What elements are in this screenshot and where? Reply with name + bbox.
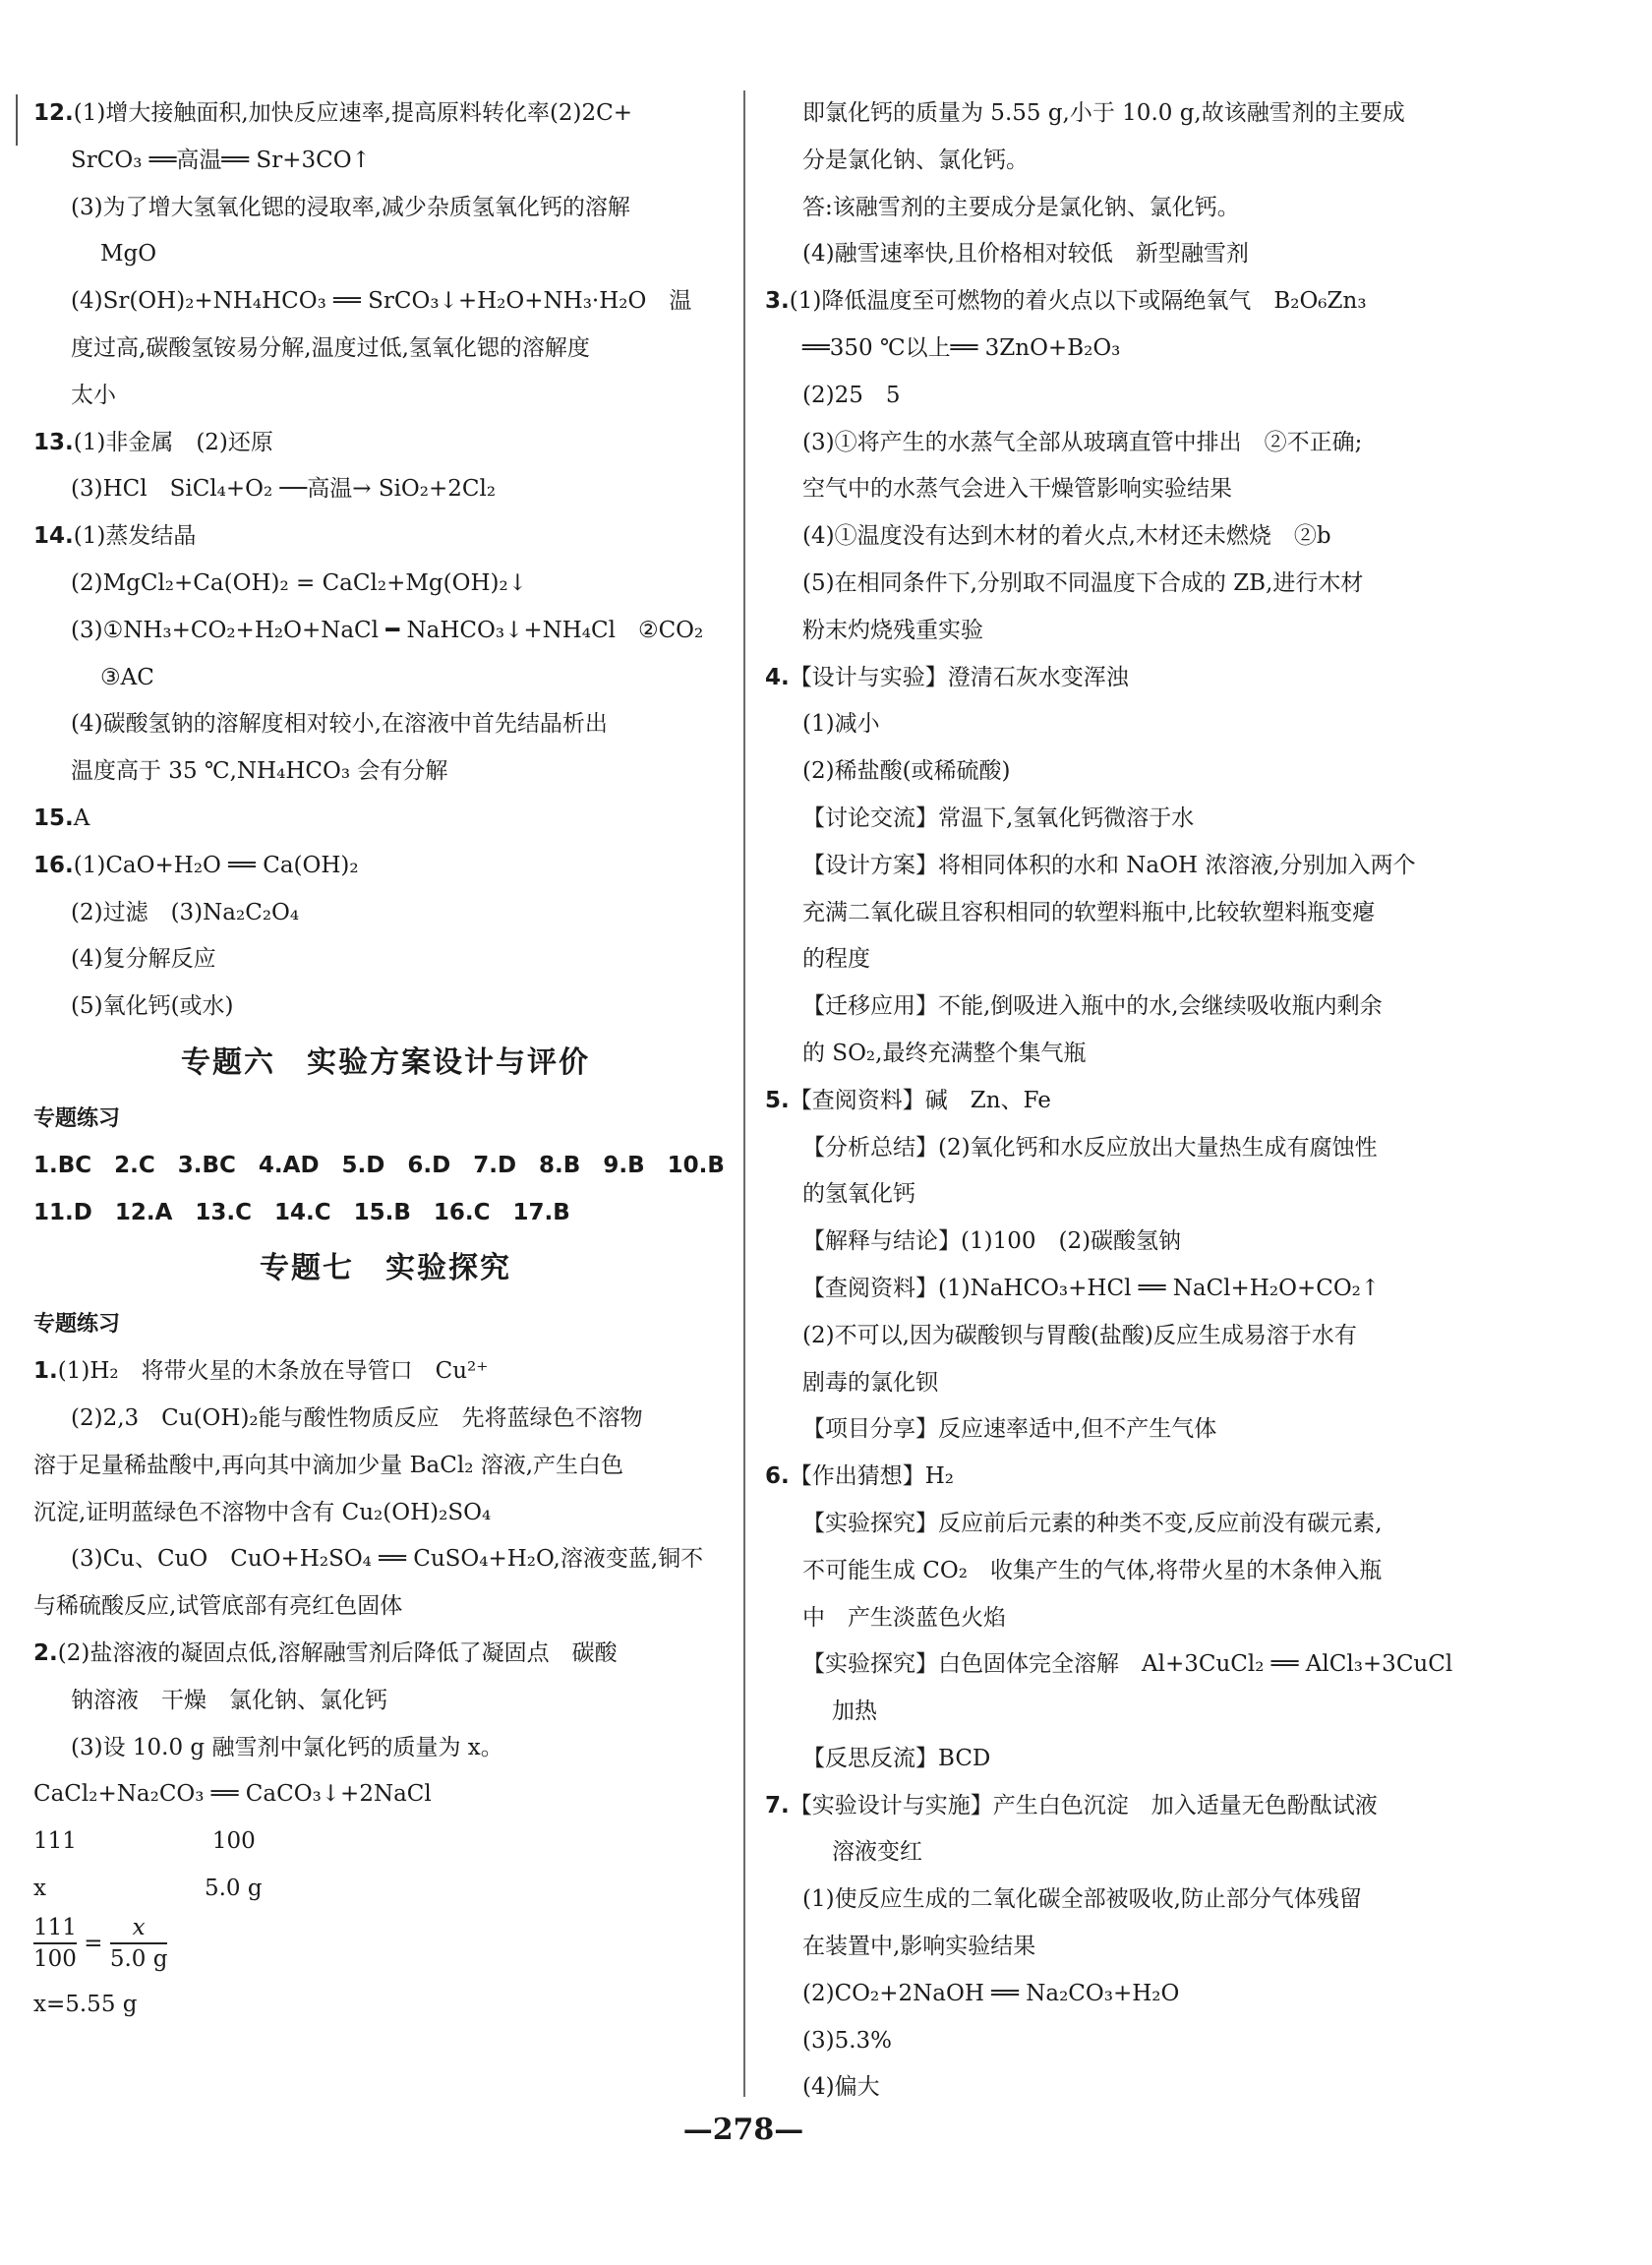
answer-line: 【查阅资料】(1)NaHCO₃+HCl ══ NaCl+H₂O+CO₂↑ xyxy=(802,1275,1381,1301)
answer-line: 【实验探究】反应前后元素的种类不变,反应前没有碳元素, xyxy=(802,1510,1383,1536)
result-line: x=5.55 g xyxy=(33,1991,138,2017)
page-edge-mark xyxy=(16,94,18,146)
answer-line: (2)不可以,因为碳酸钡与胃酸(盐酸)反应生成易溶于水有 xyxy=(802,1322,1357,1348)
answer-line: 答:该融雪剂的主要成分是氯化钠、氯化钙。 xyxy=(802,194,1240,220)
answer-line: 不可能生成 CO₂ 收集产生的气体,将带火星的木条伸入瓶 xyxy=(802,1557,1383,1583)
question-number: 4. xyxy=(765,664,790,690)
answer-line: 【设计方案】将相同体积的水和 NaOH 浓溶液,分别加入两个 xyxy=(802,852,1416,878)
answer-line: (4)偏大 xyxy=(802,2074,880,2101)
page-number: —278— xyxy=(682,2113,804,2147)
question-number: 1. xyxy=(33,1358,58,1385)
answer-line: 2.(2)盐溶液的凝固点低,溶解融雪剂后降低了凝固点 碳酸 xyxy=(33,1639,618,1666)
answer-line: 粉末灼烧残重实验 xyxy=(802,617,983,643)
answer-line: 5.【查阅资料】碱 Zn、Fe xyxy=(765,1087,1051,1113)
answer-line: 12.(1)增大接触面积,加快反应速率,提高原料转化率(2)2C+ xyxy=(33,100,633,126)
answer-line: (2)稀盐酸(或稀硫酸) xyxy=(802,758,1011,785)
answer-line: (4)融雪速率快,且价格相对较低 新型融雪剂 xyxy=(802,241,1249,268)
answer-line: 分是氯化钠、氯化钙。 xyxy=(802,147,1029,173)
answer-line: 7.【实验设计与实施】产生白色沉淀 加入适量无色酚酞试液 xyxy=(765,1792,1378,1818)
answer-line: 钠溶液 干燥 氯化钠、氯化钙 xyxy=(71,1687,387,1713)
answer-line: 空气中的水蒸气会进入干燥管影响实验结果 xyxy=(802,476,1232,503)
answer-line: (3)设 10.0 g 融雪剂中氯化钙的质量为 x。 xyxy=(71,1734,503,1760)
section-sub-6: 专题练习 xyxy=(33,1105,121,1131)
answer-line: MgO xyxy=(100,241,157,268)
answer-line: ══350 ℃以上══ 3ZnO+B₂O₃ xyxy=(802,334,1121,361)
answer-line: (2)25 5 xyxy=(802,382,901,408)
answer-line: 在装置中,影响实验结果 xyxy=(802,1934,1036,1960)
answer-line: 4.【设计与实验】澄清石灰水变浑浊 xyxy=(765,664,1129,690)
answer-line: (4)复分解反应 xyxy=(71,946,216,973)
answer-line: (1)使反应生成的二氧化碳全部被吸收,防止部分气体残留 xyxy=(802,1886,1362,1913)
answer-line: (3)①将产生的水蒸气全部从玻璃直管中排出 ②不正确; xyxy=(802,429,1363,455)
question-number: 15. xyxy=(33,805,74,831)
answer-line: (2)过滤 (3)Na₂C₂O₄ xyxy=(71,899,300,925)
right-answer-lines xyxy=(765,90,1455,2112)
answer-line: 溶液变红 xyxy=(832,1839,922,1866)
answer-line: 中 产生淡蓝色火焰 xyxy=(802,1604,1006,1631)
answer-line: 太小 xyxy=(71,382,116,408)
answer-line: (4)碳酸氢钠的溶解度相对较小,在溶液中首先结晶析出 xyxy=(71,711,608,738)
fraction-den-right: 5.0 g xyxy=(110,1942,168,1974)
answer-line: 3.(1)降低温度至可燃物的着火点以下或隔绝氧气 B₂O₆Zn₃ xyxy=(765,288,1367,315)
answer-line: 【迁移应用】不能,倒吸进入瓶中的水,会继续吸收瓶内剩余 xyxy=(802,993,1383,1020)
answer-line: 14.(1)蒸发结晶 xyxy=(33,523,197,550)
answer-line: 16.(1)CaO+H₂O ══ Ca(OH)₂ xyxy=(33,852,359,878)
answer-line: (2)MgCl₂+Ca(OH)₂ = CaCl₂+Mg(OH)₂↓ xyxy=(71,569,527,596)
answer-line: x 5.0 g xyxy=(33,1875,263,1901)
answer-line: (4)Sr(OH)₂+NH₄HCO₃ ══ SrCO₃↓+H₂O+NH₃·H₂O 温 xyxy=(71,288,692,315)
answer-line: 【实验探究】白色固体完全溶解 Al+3CuCl₂ ══ AlCl₃+3CuCl xyxy=(802,1651,1453,1678)
question-number: 5. xyxy=(765,1087,790,1113)
answer-line: CaCl₂+Na₂CO₃ ══ CaCO₃↓+2NaCl xyxy=(33,1781,432,1808)
answer-line: 温度高于 35 ℃,NH₄HCO₃ 会有分解 xyxy=(71,758,448,785)
answer-line: (3)HCl SiCl₄+O₂ ──高温→ SiO₂+2Cl₂ xyxy=(71,476,497,503)
answer-line: 的程度 xyxy=(802,946,870,973)
section-title-7: 专题七 实验探究 xyxy=(260,1251,511,1286)
fraction-den-left: 100 xyxy=(33,1942,77,1974)
answer-line: 剧毒的氯化钡 xyxy=(802,1369,938,1396)
answer-line: SrCO₃ ══高温══ Sr+3CO↑ xyxy=(71,147,371,173)
answer-line: 111 100 xyxy=(33,1828,256,1855)
section-sub-7: 专题练习 xyxy=(33,1312,121,1338)
answer-line: 的 SO₂,最终充满整个集气瓶 xyxy=(802,1040,1087,1066)
answer-line: 度过高,碳酸氢铵易分解,温度过低,氢氧化锶的溶解度 xyxy=(71,334,590,361)
fraction-num-right: x xyxy=(132,1914,146,1940)
answer-line: (2)2,3 Cu(OH)₂能与酸性物质反应 先将蓝绿色不溶物 xyxy=(71,1404,643,1431)
answer-line: (3)Cu、CuO CuO+H₂SO₄ ══ CuSO₄+H₂O,溶液变蓝,铜不 xyxy=(71,1546,704,1573)
question-number: 12. xyxy=(33,100,74,126)
question-number: 6. xyxy=(765,1463,790,1490)
section-title-6: 专题六 实验方案设计与评价 xyxy=(181,1044,590,1080)
answer-line: 溶于足量稀盐酸中,再向其中滴加少量 BaCl₂ 溶液,产生白色 xyxy=(33,1452,624,1478)
answer-line: 【分析总结】(2)氧化钙和水反应放出大量热生成有腐蚀性 xyxy=(802,1134,1378,1161)
answer-line: (3)为了增大氢氧化锶的浸取率,减少杂质氢氧化钙的溶解 xyxy=(71,194,630,220)
answer-line: (3)5.3% xyxy=(802,2027,893,2054)
answers-row-1: 1.BC 2.C 3.BC 4.AD 5.D 6.D 7.D 8.B 9.B 10.B xyxy=(33,1152,725,1178)
answer-line: 13.(1)非金属 (2)还原 xyxy=(33,429,273,455)
question-number: 3. xyxy=(765,288,790,315)
question-number: 2. xyxy=(33,1639,58,1666)
answer-line: 15.A xyxy=(33,805,90,831)
answer-line: (5)在相同条件下,分别取不同温度下合成的 ZB,进行木材 xyxy=(802,569,1364,596)
column-divider xyxy=(743,90,745,2097)
answer-line: (5)氧化钙(或水) xyxy=(71,993,234,1020)
answer-line: (1)减小 xyxy=(802,711,880,738)
answers-row-2: 11.D 12.A 13.C 14.C 15.B 16.C 17.B xyxy=(33,1199,570,1225)
question-number: 7. xyxy=(765,1792,790,1818)
answer-line: 沉淀,证明蓝绿色不溶物中含有 Cu₂(OH)₂SO₄ xyxy=(33,1499,492,1525)
answer-line: 【项目分享】反应速率适中,但不产生气体 xyxy=(802,1416,1217,1443)
question-number: 14. xyxy=(33,523,74,550)
answer-line: 即氯化钙的质量为 5.55 g,小于 10.0 g,故该融雪剂的主要成 xyxy=(802,100,1405,126)
answer-line: 充满二氧化碳且容积相同的软塑料瓶中,比较软塑料瓶变瘪 xyxy=(802,899,1376,925)
answer-line: (3)①NH₃+CO₂+H₂O+NaCl ━ NaHCO₃↓+NH₄Cl ②CO₂ xyxy=(71,617,704,643)
answer-line: 6.【作出猜想】H₂ xyxy=(765,1463,955,1490)
answer-line: 加热 xyxy=(832,1699,877,1725)
answer-line: (2)CO₂+2NaOH ══ Na₂CO₃+H₂O xyxy=(802,1980,1180,2006)
question-number: 13. xyxy=(33,429,74,455)
answer-line: 的氢氧化钙 xyxy=(802,1181,915,1208)
left-section7-lines xyxy=(33,1348,738,1913)
answer-line: 【反思反流】BCD xyxy=(802,1745,991,1771)
answer-line: ③AC xyxy=(100,664,154,690)
answer-line: 与稀硫酸反应,试管底部有亮红色固体 xyxy=(33,1593,403,1620)
answer-line: 【解释与结论】(1)100 (2)碳酸氢钠 xyxy=(802,1228,1182,1255)
left-answer-lines xyxy=(33,90,738,1031)
answer-line: (4)①温度没有达到木材的着火点,木材还未燃烧 ②b xyxy=(802,523,1331,550)
fraction-eq: = xyxy=(84,1930,103,1956)
left-column xyxy=(33,90,738,2028)
answer-line: 【讨论交流】常温下,氢氧化钙微溶于水 xyxy=(802,805,1195,831)
answer-line: 1.(1)H₂ 将带火星的木条放在导管口 Cu²⁺ xyxy=(33,1358,489,1385)
question-number: 16. xyxy=(33,852,74,878)
fraction-num-left: 111 xyxy=(33,1914,77,1940)
fraction-equation xyxy=(33,1913,738,1982)
right-column xyxy=(765,90,1455,2112)
